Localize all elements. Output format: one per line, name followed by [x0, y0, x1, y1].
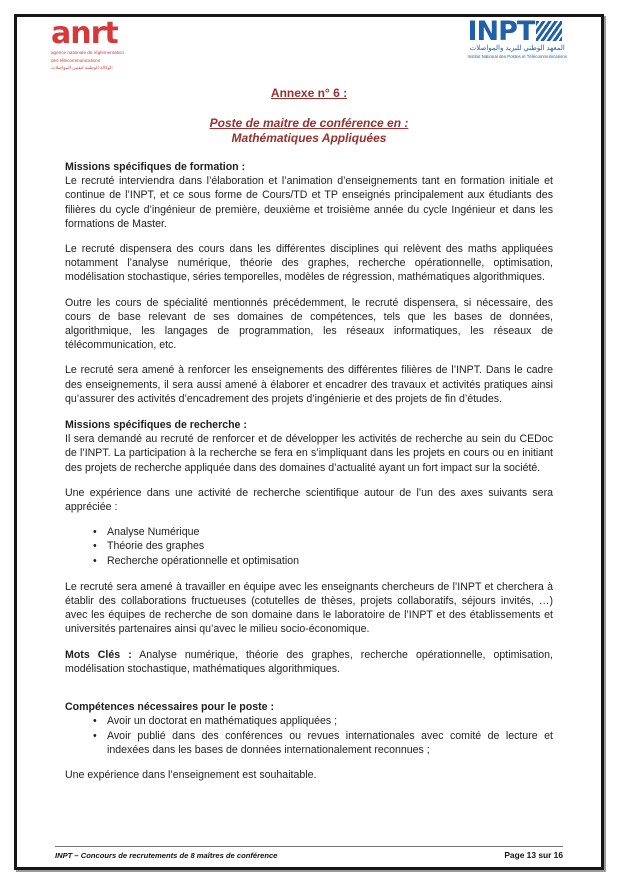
competence-item: • Avoir un doctorat en mathématiques appliquées ;	[93, 714, 553, 728]
anrt-tagline-line2: des télécommunications	[51, 57, 101, 63]
header	[51, 16, 567, 76]
inpt-logo-top	[467, 16, 563, 47]
inpt-logo	[467, 16, 568, 59]
recherche-paragraph-2: Une expérience dans une activité de recherche scientifique autour de l’un des axes suivants sera appréciée :	[65, 486, 553, 514]
competence-item: • Avoir publié dans des conférences ou revues internationales avec comité de lecture et indexées dans les bases de données internationalement reconnues ;	[93, 729, 553, 757]
keywords-paragraph	[65, 648, 553, 676]
competences-list	[65, 714, 553, 757]
page-content	[51, 16, 567, 793]
section-missions-formation	[65, 160, 553, 406]
annexe-title: Annexe n° 6 :	[270, 86, 348, 100]
formation-paragraph-4: Le recruté sera amené à renforcer les enseignements des différentes filières de l’INPT. Dans le cadre des enseignements, il sera aussi amené à élaborer et encadrer des travaux et activités pratiques ainsi qu’assurer des activités d’encadrement des projets d’ingénierie et des projets de fin d’études.	[65, 364, 553, 405]
section-missions-recherche	[65, 418, 553, 676]
competences-heading: Compétences nécessaires pour le poste :	[65, 701, 275, 714]
recherche-paragraph-1: Il sera demandé au recruté de renforcer et de développer les activités de recherche au sein du CEDoc de l’INPT. La participation à la recherche se fera en s’impliquant dans les projets en cours ou en initiant des projets de recherche appliquée dans des domaines d’actualité ayant un fort impact sur la société.	[65, 433, 553, 474]
post-title-line1: Poste de maitre de conférence en :	[209, 116, 409, 130]
competences-note: Une expérience dans l’enseignement est souhaitable.	[65, 768, 317, 781]
research-axes-list	[65, 525, 553, 568]
research-axis-item: • Recherche opérationnelle et optimisation	[93, 554, 553, 568]
keywords-text: Analyse numérique, théorie des graphes, recherche opérationnelle, optimisation, modélisation stochastique, mathématiques algorithmiques.	[65, 648, 553, 675]
inpt-logo-mark-icon	[536, 21, 562, 41]
research-axis-item: • Théorie des graphes	[93, 539, 553, 553]
anrt-logo	[51, 16, 125, 71]
page-footer	[55, 846, 563, 860]
research-axis-item: • Analyse Numérique	[93, 525, 553, 539]
formation-paragraph-2: Le recruté dispensera des cours dans les différentes disciplines qui relèvent des maths appliquées notamment l’analyse numérique, théorie des graphes, recherche opérationnelle, optimisation, modélisation stochastique, séries temporelles, modèles de régression, mathématiques algorithmiques.	[65, 243, 553, 284]
recherche-heading: Missions spécifiques de recherche :	[65, 419, 247, 432]
section-competences	[65, 700, 553, 782]
anrt-tagline-line1: agence nationale de réglementation	[51, 50, 125, 55]
document-titles	[65, 86, 553, 146]
formation-paragraph-3: Outre les cours de spécialité mentionnés précédemment, le recruté dispensera, si nécessaire, des cours de base relevant de ses domaines de compétences, tels que les bases de données, algorithmique, les langages de programmation, les réseaux informatiques, les réseaux de télécommunication, etc.	[65, 296, 553, 352]
recherche-paragraph-3: Le recruté sera amené à travailler en équipe avec les enseignants chercheurs de l’INPT et cherchera à établir des collaborations fructueuses (cotutelles de thèses, projets collaboratifs, séjours invités, …) avec les équipes de recherche de son domaine dans le laboratoire de l’INPT et des établissements et universités partenaires ainsi qu’avec le milieu socio-économique.	[65, 580, 553, 636]
anrt-tagline-line3: الوكالة الوطنية لتقنين المواصلات	[51, 65, 113, 71]
inpt-subtitle: Institut National des Postes et Télécommunications	[467, 54, 567, 59]
formation-heading: Missions spécifiques de formation :	[65, 161, 246, 173]
keywords-label: Mots Clés :	[65, 648, 132, 661]
inpt-wordmark: INPT	[467, 16, 535, 47]
footer-page-number: Page 13 sur 16	[504, 850, 563, 860]
formation-paragraph-1: Le recruté interviendra dans l’élaboration et l’animation d’enseignements tant en formation initiale et continue de l’INPT, et ce sous forme de Cours/TD et TP enseignés principalement aux étudiants des filières du cycle d’ingénieur de première, deuxième et troisième année du cycle Ingénieur et dans les formations de Master.	[65, 175, 553, 230]
inpt-arabic-text: المعهد الوطني للبريد والمواصلات	[469, 45, 565, 52]
document-body	[65, 160, 553, 782]
post-title-line2: Mathématiques Appliquées	[231, 131, 387, 145]
anrt-wordmark: anrt	[51, 16, 118, 51]
footer-document-title: INPT – Concours de recrutements de 8 maîtres de conférence	[55, 851, 278, 860]
